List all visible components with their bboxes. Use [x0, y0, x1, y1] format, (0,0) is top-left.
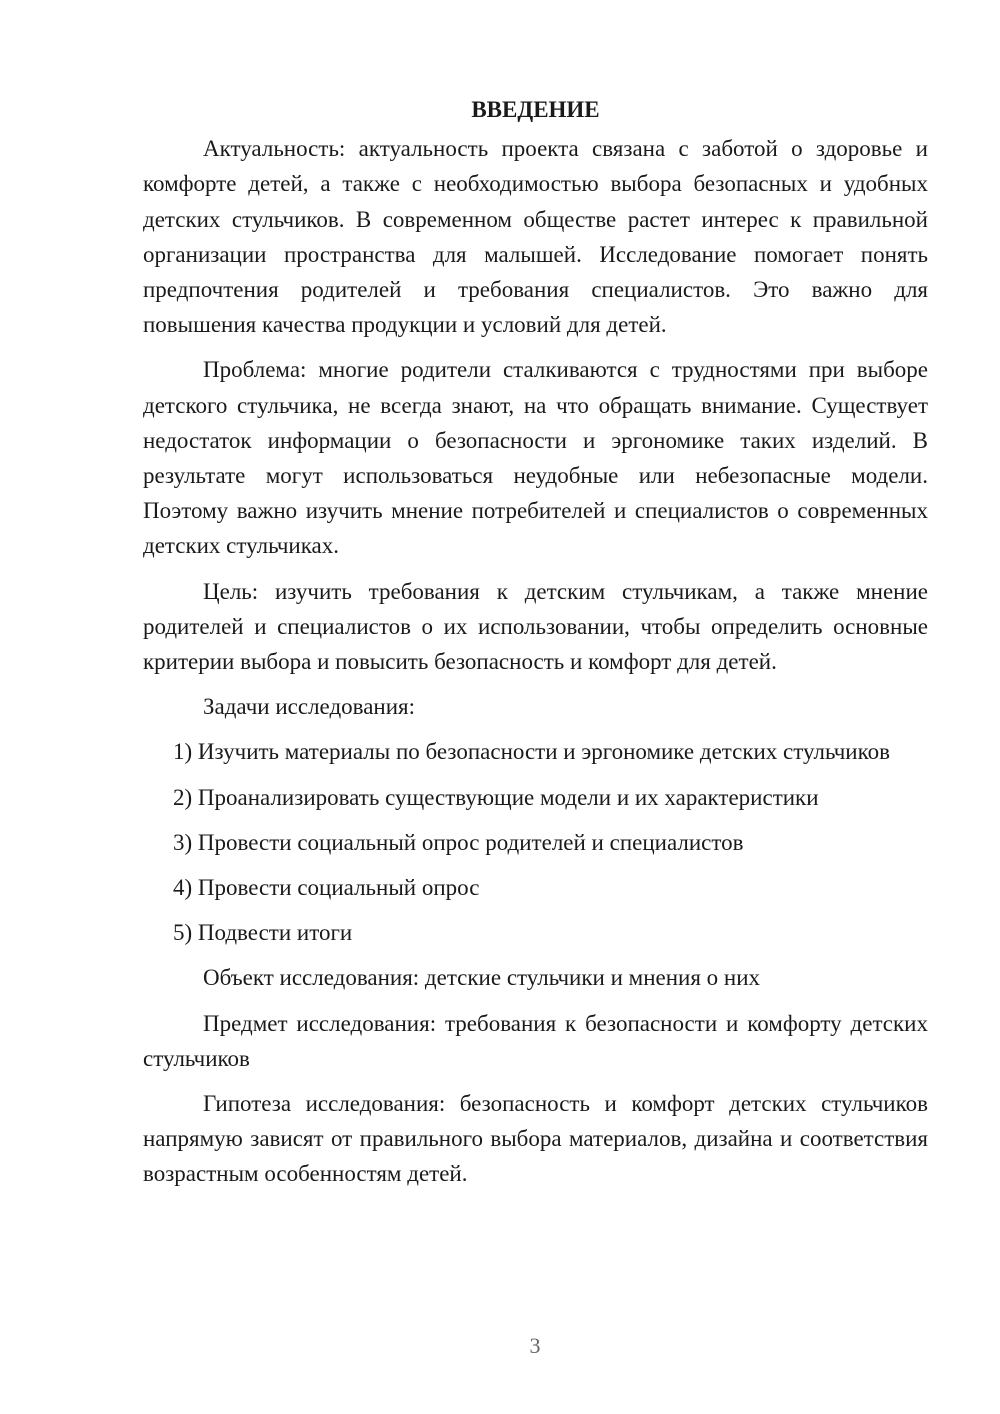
paragraph-goal: Цель: изучить требования к детским стульчикам, а также мнение родителей и специалистов о их использовании, чтобы определить основные критерии выбора и повысить безопасность и комфорт для детей. — [143, 578, 928, 675]
task-item-1: 1) Изучить материалы по безопасности и эргономике детских стульчиков — [173, 739, 890, 765]
page-content — [143, 92, 928, 1202]
paragraph-hypothesis: Гипотеза исследования: безопасность и комфорт детских стульчиков напрямую зависят от правильного выбора материалов, дизайна и соответствия возрастным особенностям детей. — [143, 1091, 928, 1187]
task-item-3: 3) Провести социальный опрос родителей и специалистов — [173, 829, 744, 855]
task-item-2: 2) Проанализировать существующие модели и их характеристики — [173, 784, 819, 810]
tasks-heading: Задачи исследования: — [203, 694, 416, 720]
task-item-5: 5) Подвести итоги — [173, 920, 353, 946]
paragraph-relevance: Актуальность: актуальность проекта связана с заботой о здоровье и комфорте детей, а также с необходимостью выбора безопасных и удобных детских стульчиков. В современном обществе растет интерес к правильной организации пространства для малышей. Исследование помогает понять предпочтения родителей и требования специалистов. Это важно для повышения качества продукции и условий для детей. — [143, 136, 928, 338]
paragraph-object: Объект исследования: детские стульчики и мнения о них — [203, 965, 761, 991]
page-title: ВВЕДЕНИЕ — [471, 97, 600, 122]
paragraph-subject: Предмет исследования: требования к безопасности и комфорту детских стульчиков — [143, 1010, 928, 1071]
paragraph-problem: Проблема: многие родители сталкиваются с трудностями при выборе детского стульчика, не всегда знают, на что обращать внимание. Существует недостаток информации о безопасности и эргономике таких изделий. В результате могут использоваться неудобные или небезопасные модели. Поэтому важно изучить мнение потребителей и специалистов о современных детских стульчиках. — [143, 357, 928, 559]
task-item-4: 4) Провести социальный опрос — [173, 875, 480, 901]
page-number: 3 — [529, 1333, 541, 1358]
